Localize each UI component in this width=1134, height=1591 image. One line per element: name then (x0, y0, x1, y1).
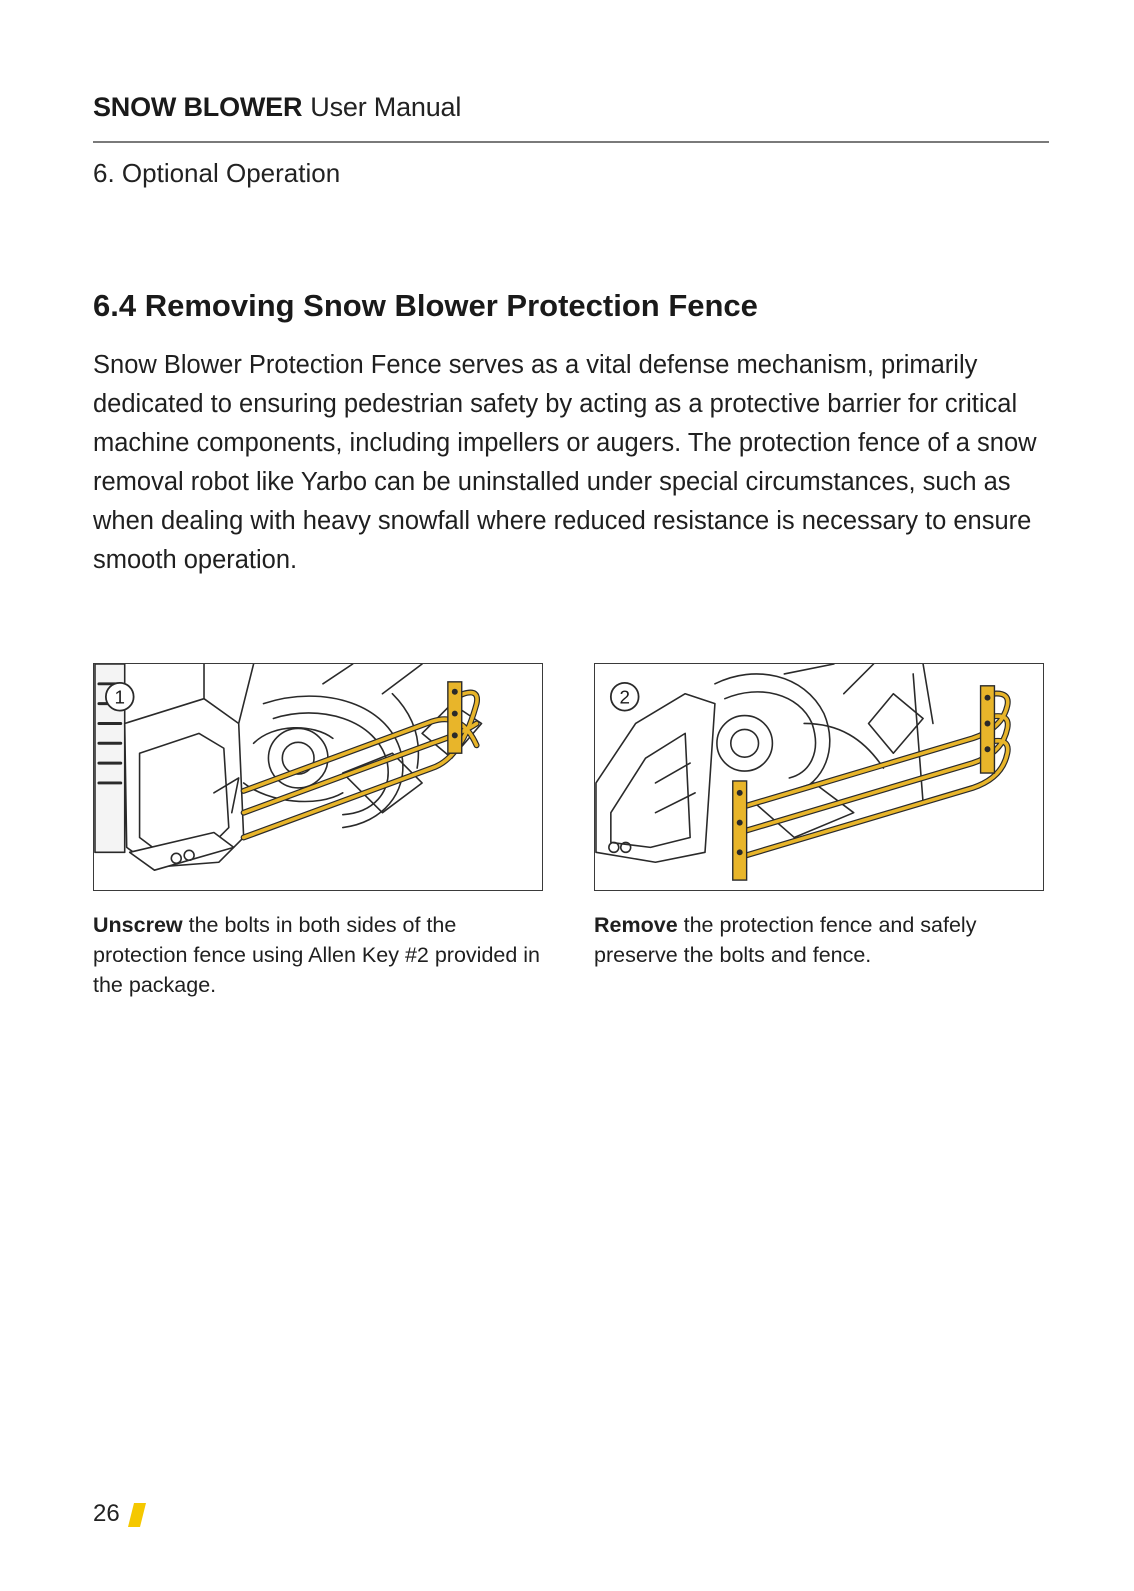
manual-subtitle: User Manual (310, 92, 462, 122)
step-1-illustration (93, 663, 543, 891)
intro-paragraph: Snow Blower Protection Fence serves as a vital defense mechanism, primarily dedicated to ensuring pedestrian safety by acting as a protective barrier for critical machine components, including impellers or augers. The protection fence of a snow removal robot like Yarbo can be uninstalled under special circumstances, such as when dealing with heavy snowfall where reduced resistance is necessary to ensure smooth operation. (93, 351, 1037, 574)
step-1-number: 1 (114, 686, 125, 708)
page-accent-mark (128, 1503, 146, 1527)
step-1-action: Unscrew (93, 913, 183, 937)
step-2-instruction: the protection fence and safely preserve the bolts and fence. (594, 913, 977, 967)
step-2-illustration (594, 663, 1044, 891)
step-2-action: Remove (594, 913, 678, 937)
document-header (93, 92, 461, 123)
snow-blower-fence-attached-drawing (94, 664, 542, 890)
step-2-number: 2 (619, 686, 630, 708)
header-divider (93, 141, 1049, 143)
brand-name: SNOW BLOWER (93, 92, 303, 122)
snow-blower-fence-removed-drawing (595, 664, 1043, 890)
step-1-instruction: the bolts in both sides of the protection fence using Allen Key #2 provided in the package. (93, 913, 541, 997)
step-1-caption (93, 910, 553, 1000)
step-2-caption (594, 910, 1054, 970)
section-title: 6.4 Removing Snow Blower Protection Fence (93, 288, 758, 323)
page-number: 26 (93, 1500, 120, 1527)
section-breadcrumb: 6. Optional Operation (93, 158, 341, 188)
